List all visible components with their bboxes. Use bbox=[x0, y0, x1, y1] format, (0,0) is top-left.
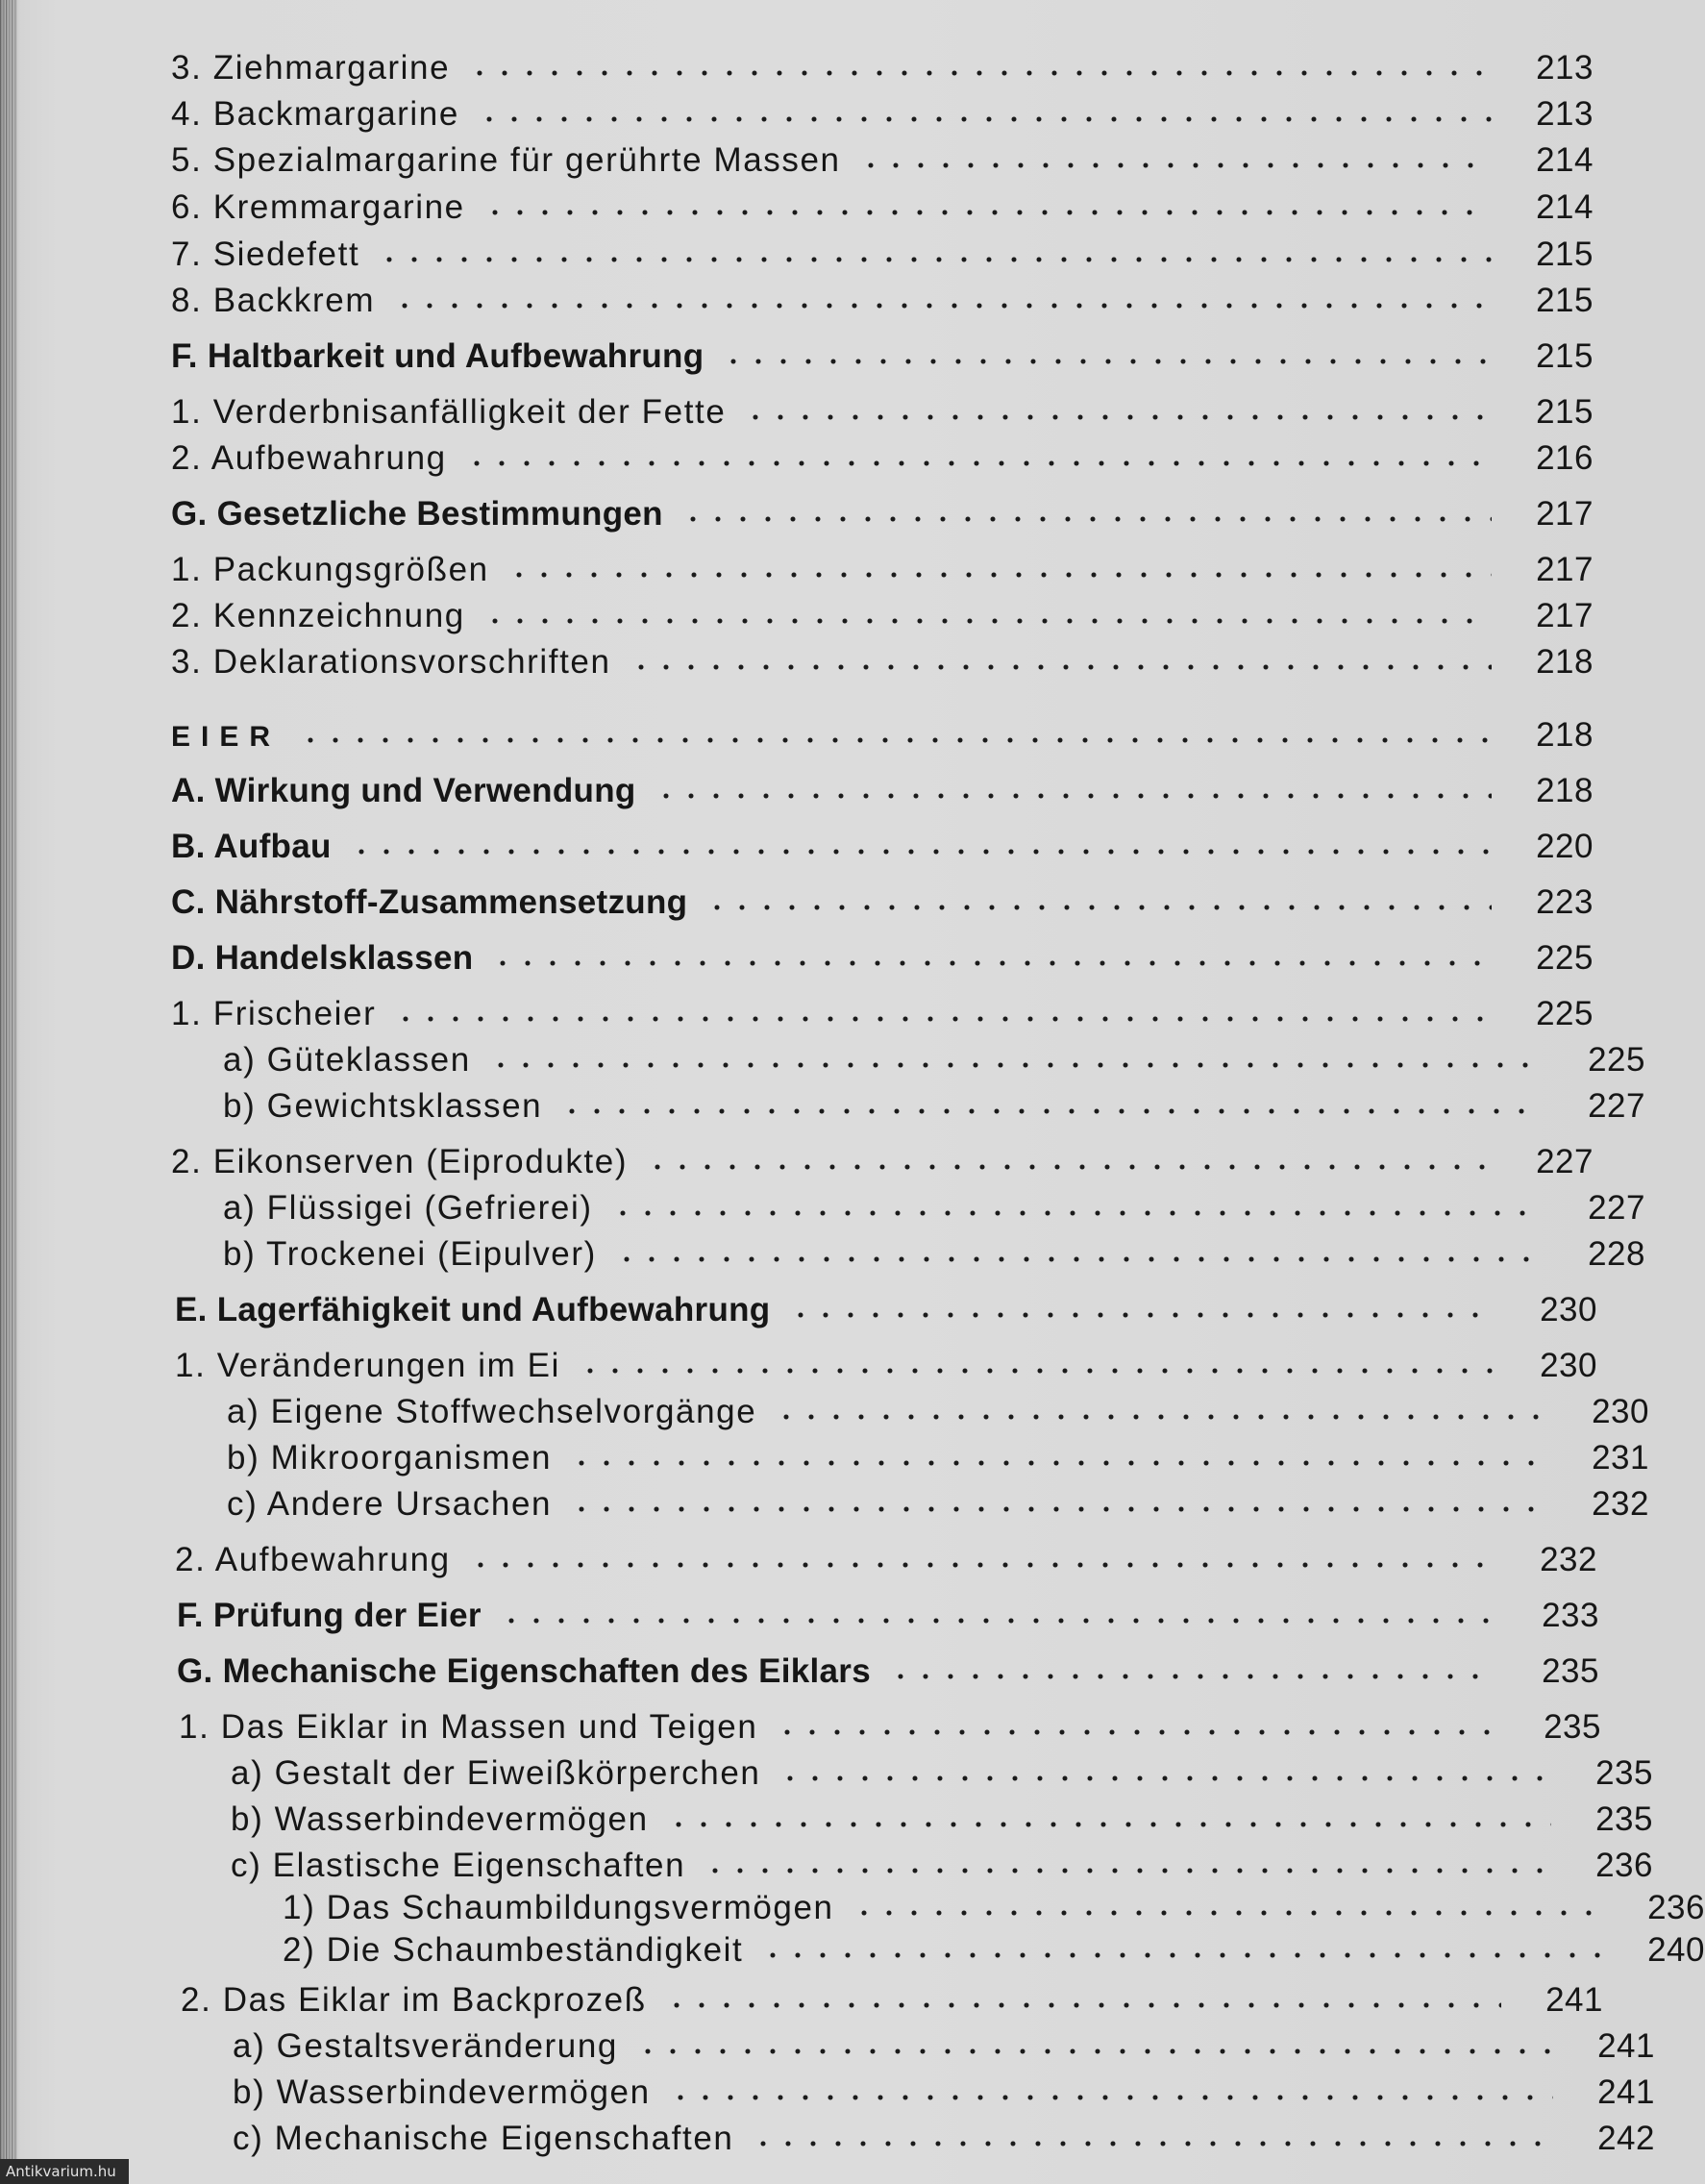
dot-leader bbox=[569, 1460, 1547, 1466]
toc-entry-page-number: 223 bbox=[1536, 883, 1594, 921]
toc-entry-title: b) Mikroorganismen bbox=[227, 1439, 553, 1477]
toc-entry bbox=[181, 2023, 1655, 2071]
dot-leader bbox=[614, 1256, 1544, 1262]
toc-entry-title: b) Wasserbindevermögen bbox=[233, 2073, 651, 2111]
dot-leader bbox=[680, 516, 1492, 522]
dot-leader bbox=[775, 1729, 1499, 1735]
toc-entry-title: c) Elastische Eigenschaften bbox=[231, 1847, 686, 1884]
toc-entry bbox=[179, 1884, 1705, 1932]
toc-entry-title: EIER bbox=[171, 721, 282, 753]
toc-entry bbox=[171, 592, 1594, 640]
toc-entry-title: 1. Frischeier bbox=[171, 995, 377, 1032]
dot-leader bbox=[482, 210, 1492, 215]
toc-entry-title: a) Flüssigei (Gefrierei) bbox=[223, 1189, 593, 1227]
dot-leader bbox=[393, 1016, 1492, 1022]
toc-entry-title: b) Trockenei (Eipulver) bbox=[223, 1235, 597, 1273]
toc-entry bbox=[171, 434, 1594, 483]
toc-entry-page-number: 235 bbox=[1542, 1652, 1599, 1690]
toc-entry-title: c) Andere Ursachen bbox=[227, 1485, 553, 1523]
dot-leader bbox=[610, 1210, 1544, 1216]
dot-leader bbox=[721, 359, 1492, 364]
toc-entry-title: 3. Ziehmargarine bbox=[171, 49, 451, 87]
toc-entry-title: 2. Aufbewahrung bbox=[171, 439, 447, 477]
toc-entry-page-number: 241 bbox=[1597, 2027, 1655, 2065]
toc-entry bbox=[175, 1434, 1649, 1482]
toc-entry-title: 6. Kremmargarine bbox=[171, 188, 465, 226]
dot-leader bbox=[635, 2048, 1553, 2054]
dot-leader bbox=[666, 1822, 1551, 1827]
toc-entry-title: D. Handelsklassen bbox=[171, 939, 474, 977]
dot-leader bbox=[645, 1164, 1492, 1170]
dot-leader bbox=[888, 1674, 1497, 1679]
toc-entry-page-number: 233 bbox=[1542, 1597, 1599, 1634]
toc-entry-title: A. Wirkung und Verwendung bbox=[171, 772, 636, 809]
toc-entry bbox=[181, 2069, 1655, 2117]
toc-entry-page-number: 235 bbox=[1595, 1800, 1653, 1838]
toc-entry-title: 2) Die Schaumbeständigkeit bbox=[283, 1931, 744, 1969]
toc-entry-title: 2. Das Eiklar im Backprozeß bbox=[181, 1981, 647, 2019]
dot-leader bbox=[482, 618, 1492, 624]
toc-entry bbox=[175, 1286, 1597, 1334]
toc-entry bbox=[171, 1036, 1645, 1084]
toc-entry-title: a) Eigene Stoffwechselvorgänge bbox=[227, 1393, 757, 1430]
toc-entry-title: 5. Spezialmargarine für gerührte Massen bbox=[171, 141, 841, 179]
dot-leader bbox=[788, 1312, 1496, 1318]
toc-entry-page-number: 220 bbox=[1536, 828, 1594, 865]
toc-entry-page-number: 227 bbox=[1536, 1143, 1594, 1180]
toc-entry bbox=[171, 934, 1594, 982]
dot-leader bbox=[298, 737, 1492, 743]
toc-entry bbox=[171, 333, 1594, 381]
toc-entry bbox=[171, 546, 1594, 594]
toc-entry-page-number: 225 bbox=[1536, 939, 1594, 977]
toc-entry bbox=[179, 1926, 1705, 1974]
dot-leader bbox=[703, 1868, 1551, 1874]
dot-leader bbox=[392, 303, 1492, 309]
toc-entry-title: a) Gestalt der Eiweißkörperchen bbox=[231, 1754, 761, 1792]
toc-entry bbox=[171, 136, 1594, 185]
dot-leader bbox=[858, 162, 1492, 168]
toc-entry bbox=[171, 1138, 1594, 1186]
toc-entry-page-number: 217 bbox=[1536, 495, 1594, 533]
toc-entry-page-number: 215 bbox=[1536, 282, 1594, 319]
toc-entry bbox=[175, 1342, 1597, 1390]
toc-entry bbox=[179, 1703, 1601, 1751]
toc-entry-title: 2. Eikonserven (Eiprodukte) bbox=[171, 1143, 629, 1180]
dot-leader bbox=[468, 1562, 1495, 1568]
toc-entry bbox=[171, 1230, 1645, 1278]
toc-entry-page-number: 227 bbox=[1588, 1087, 1645, 1125]
toc-entry-page-number: 225 bbox=[1536, 995, 1594, 1032]
toc-entry-title: C. Nährstoff-Zusammensetzung bbox=[171, 883, 688, 921]
dot-leader bbox=[778, 1775, 1551, 1781]
toc-entry-page-number: 230 bbox=[1540, 1347, 1597, 1384]
toc-entry-title: 1. Das Eiklar in Massen und Teigen bbox=[179, 1708, 758, 1746]
toc-entry-page-number: 215 bbox=[1536, 393, 1594, 431]
toc-entry-page-number: 218 bbox=[1536, 716, 1594, 754]
toc-entry-page-number: 232 bbox=[1592, 1485, 1649, 1523]
dot-leader bbox=[490, 960, 1492, 966]
dot-leader bbox=[569, 1506, 1547, 1512]
toc-entry bbox=[171, 231, 1594, 279]
toc-entry-page-number: 213 bbox=[1536, 49, 1594, 87]
toc-entry bbox=[175, 1536, 1597, 1584]
dot-leader bbox=[760, 1952, 1603, 1958]
toc-entry bbox=[171, 1184, 1645, 1232]
toc-entry-page-number: 232 bbox=[1540, 1541, 1597, 1578]
dot-leader bbox=[664, 2002, 1501, 2008]
toc-entry-title: 7. Siedefett bbox=[171, 236, 360, 273]
dot-leader bbox=[377, 257, 1492, 262]
toc-entry-page-number: 231 bbox=[1592, 1439, 1649, 1477]
toc-entry-title: 3. Deklarationsvorschriften bbox=[171, 643, 611, 681]
toc-entry-page-number: 235 bbox=[1595, 1754, 1653, 1792]
toc-entry-page-number: 241 bbox=[1597, 2073, 1655, 2111]
dot-leader bbox=[559, 1108, 1544, 1114]
toc-entry bbox=[171, 823, 1594, 871]
toc-entry-page-number: 217 bbox=[1536, 551, 1594, 588]
toc-entry-page-number: 215 bbox=[1536, 337, 1594, 375]
toc-entry-title: 2. Kennzeichnung bbox=[171, 597, 465, 634]
dot-leader bbox=[704, 905, 1492, 910]
toc-entry bbox=[171, 638, 1594, 686]
toc-entry-page-number: 218 bbox=[1536, 643, 1594, 681]
toc-entry bbox=[181, 2115, 1655, 2163]
toc-entry bbox=[177, 1592, 1599, 1640]
dot-leader bbox=[499, 1618, 1497, 1624]
toc-entry bbox=[179, 1750, 1653, 1798]
toc-entry bbox=[177, 1648, 1599, 1696]
toc-entry-title: a) Gestaltsveränderung bbox=[233, 2027, 618, 2065]
dot-leader bbox=[349, 849, 1492, 855]
toc-entry-page-number: 217 bbox=[1536, 597, 1594, 634]
toc-entry-title: 2. Aufbewahrung bbox=[175, 1541, 451, 1578]
toc-entry-page-number: 213 bbox=[1536, 95, 1594, 133]
toc-entry bbox=[181, 1976, 1603, 2024]
toc-entry-page-number: 214 bbox=[1536, 141, 1594, 179]
toc-entry-page-number: 214 bbox=[1536, 188, 1594, 226]
dot-leader bbox=[464, 460, 1492, 466]
toc-entry-title: F. Prüfung der Eier bbox=[177, 1597, 482, 1634]
dot-leader bbox=[629, 664, 1492, 670]
dot-leader bbox=[751, 2141, 1553, 2147]
toc-entry-title: b) Wasserbindevermögen bbox=[231, 1800, 649, 1838]
toc-entry bbox=[171, 184, 1594, 232]
dot-leader bbox=[668, 2095, 1553, 2100]
page-edge bbox=[0, 0, 17, 2184]
toc-entry-page-number: 230 bbox=[1592, 1393, 1649, 1430]
toc-entry bbox=[171, 1082, 1645, 1130]
toc-entry-title: 1) Das Schaumbildungsvermögen bbox=[283, 1889, 834, 1926]
toc-entry-title: G. Gesetzliche Bestimmungen bbox=[171, 495, 663, 533]
toc-entry-title: 8. Backkrem bbox=[171, 282, 376, 319]
toc-entry bbox=[171, 90, 1594, 138]
toc-entry bbox=[171, 277, 1594, 325]
toc-entry-page-number: 236 bbox=[1595, 1847, 1653, 1884]
dot-leader bbox=[477, 116, 1492, 122]
toc-entry-page-number: 230 bbox=[1540, 1291, 1597, 1328]
toc-entry-title: F. Haltbarkeit und Aufbewahrung bbox=[171, 337, 704, 375]
toc-entry bbox=[171, 490, 1594, 538]
toc-entry-page-number: 216 bbox=[1536, 439, 1594, 477]
toc-entry bbox=[171, 44, 1594, 92]
dot-leader bbox=[743, 414, 1492, 420]
toc-entry-page-number: 235 bbox=[1544, 1708, 1601, 1746]
dot-leader bbox=[654, 793, 1492, 799]
toc-entry-page-number: 215 bbox=[1536, 236, 1594, 273]
toc-entry-title: B. Aufbau bbox=[171, 828, 332, 865]
toc-entry-page-number: 225 bbox=[1588, 1041, 1645, 1079]
toc-entry bbox=[171, 711, 1594, 759]
toc-entry bbox=[175, 1388, 1649, 1436]
dot-leader bbox=[507, 572, 1492, 578]
toc-entry-page-number: 227 bbox=[1588, 1189, 1645, 1227]
toc-entry bbox=[171, 767, 1594, 815]
watermark: Antikvarium.hu bbox=[0, 2159, 129, 2184]
toc-entry-title: a) Güteklassen bbox=[223, 1041, 471, 1079]
toc-entry-page-number: 228 bbox=[1588, 1235, 1645, 1273]
toc-entry-title: 1. Verderbnisanfälligkeit der Fette bbox=[171, 393, 727, 431]
toc-entry-title: 1. Packungsgrößen bbox=[171, 551, 489, 588]
toc-entry bbox=[171, 879, 1594, 927]
toc-entry-page-number: 242 bbox=[1597, 2120, 1655, 2157]
dot-leader bbox=[578, 1368, 1495, 1374]
table-of-contents bbox=[171, 44, 1705, 2159]
dot-leader bbox=[852, 1910, 1603, 1916]
toc-entry-page-number: 241 bbox=[1545, 1981, 1603, 2019]
toc-entry-title: G. Mechanische Eigenschaften des Eiklars bbox=[177, 1652, 871, 1690]
toc-entry bbox=[179, 1842, 1653, 1890]
toc-entry-page-number: 236 bbox=[1647, 1889, 1705, 1926]
toc-entry-page-number: 240 bbox=[1647, 1931, 1705, 1969]
toc-entry-title: E. Lagerfähigkeit und Aufbewahrung bbox=[175, 1291, 771, 1328]
toc-entry bbox=[175, 1480, 1649, 1528]
toc-entry-title: 1. Veränderungen im Ei bbox=[175, 1347, 560, 1384]
toc-entry-title: 4. Backmargarine bbox=[171, 95, 459, 133]
toc-entry-title: c) Mechanische Eigenschaften bbox=[233, 2120, 734, 2157]
toc-entry bbox=[171, 388, 1594, 436]
dot-leader bbox=[488, 1062, 1544, 1068]
toc-entry-title: b) Gewichtsklassen bbox=[223, 1087, 543, 1125]
toc-entry-page-number: 218 bbox=[1536, 772, 1594, 809]
toc-entry bbox=[171, 990, 1594, 1038]
dot-leader bbox=[774, 1414, 1547, 1420]
toc-entry bbox=[179, 1796, 1653, 1844]
dot-leader bbox=[467, 70, 1492, 76]
